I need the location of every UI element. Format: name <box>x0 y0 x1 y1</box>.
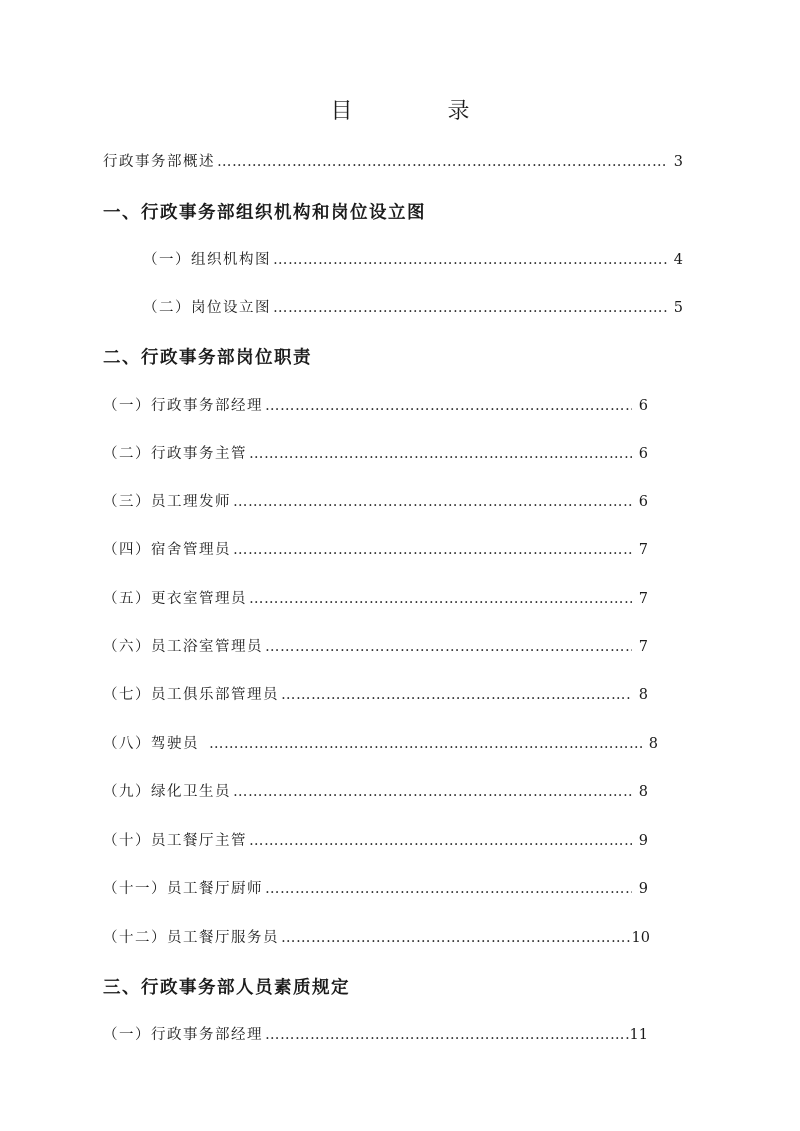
dot-leader <box>233 494 632 510</box>
dot-leader <box>233 784 632 800</box>
toc-entry[interactable] <box>103 442 648 463</box>
dot-leader <box>265 1027 630 1043</box>
dot-leader <box>265 639 632 655</box>
toc-entry[interactable] <box>103 635 648 656</box>
dot-leader <box>249 591 632 607</box>
toc-entry-label: （八）驾驶员 <box>103 736 199 752</box>
toc-entry-label: （九）绿化卫生员 <box>103 784 231 800</box>
dot-leader <box>265 881 632 897</box>
toc-entry-label: （十）员工餐厅主管 <box>103 833 247 849</box>
toc-entry-label: （十二）员工餐厅服务员 <box>103 930 279 946</box>
toc-entry-label: （三）员工理发师 <box>103 494 231 510</box>
toc-page-number: 6 <box>638 398 648 414</box>
dot-leader <box>249 446 632 462</box>
dot-leader <box>281 930 632 946</box>
toc-page-number: 9 <box>638 833 648 849</box>
toc-entry-label: （十一）员工餐厅厨师 <box>103 881 263 897</box>
toc-entry[interactable] <box>103 877 648 898</box>
dot-leader <box>233 542 632 558</box>
dot-leader <box>281 687 632 703</box>
toc-page-number: 6 <box>638 494 648 510</box>
toc-entry[interactable] <box>103 780 648 801</box>
toc-entry[interactable] <box>103 490 648 511</box>
toc-page-number: 7 <box>638 591 648 607</box>
toc-page-number: 4 <box>673 252 683 268</box>
toc-page-number: 11 <box>629 1027 648 1043</box>
dot-leader <box>273 300 667 316</box>
section-heading-1[interactable]: 一、行政事务部组织机构和岗位设立图 <box>103 203 426 223</box>
toc-entry[interactable] <box>103 538 648 559</box>
toc-page-number: 8 <box>638 784 648 800</box>
toc-entry-label: （五）更衣室管理员 <box>103 591 247 607</box>
toc-page-number: 3 <box>673 154 683 170</box>
toc-page-number: 7 <box>638 542 648 558</box>
toc-entry-label: （一）行政事务部经理 <box>103 1027 263 1043</box>
toc-page-number: 10 <box>631 930 650 946</box>
toc-page-number: 7 <box>638 639 648 655</box>
toc-page-number: 9 <box>638 881 648 897</box>
dot-leader <box>273 252 667 268</box>
toc-entry[interactable] <box>103 926 650 947</box>
toc-entry-label: 行政事务部概述 <box>103 154 215 170</box>
dot-leader <box>209 736 642 752</box>
toc-entry-label: （二）行政事务主管 <box>103 446 247 462</box>
toc-entry-overview[interactable] <box>103 150 683 171</box>
toc-entry[interactable] <box>103 732 658 753</box>
toc-page-number: 6 <box>638 446 648 462</box>
toc-entry[interactable] <box>103 1023 648 1044</box>
toc-page-number: 8 <box>638 687 648 703</box>
section-heading-3[interactable]: 三、行政事务部人员素质规定 <box>103 978 350 998</box>
toc-entry-label: （一）组织机构图 <box>143 252 271 268</box>
toc-entry[interactable] <box>103 683 648 704</box>
toc-page-number: 5 <box>673 300 683 316</box>
toc-entry-label: （四）宿舍管理员 <box>103 542 231 558</box>
toc-page-number: 8 <box>648 736 658 752</box>
dot-leader <box>249 833 632 849</box>
toc-entry[interactable] <box>143 248 683 269</box>
toc-entry[interactable] <box>103 394 648 415</box>
dot-leader <box>217 154 667 170</box>
toc-entry[interactable] <box>103 587 648 608</box>
toc-entry[interactable] <box>103 829 648 850</box>
toc-entry-label: （六）员工浴室管理员 <box>103 639 263 655</box>
toc-entry-label: （七）员工俱乐部管理员 <box>103 687 279 703</box>
toc-title: 目 录 <box>330 99 514 124</box>
toc-entry-label: （二）岗位设立图 <box>143 300 271 316</box>
toc-entry-label: （一）行政事务部经理 <box>103 398 263 414</box>
dot-leader <box>265 398 632 414</box>
section-heading-2[interactable]: 二、行政事务部岗位职责 <box>103 348 312 368</box>
toc-entry[interactable] <box>143 296 683 317</box>
